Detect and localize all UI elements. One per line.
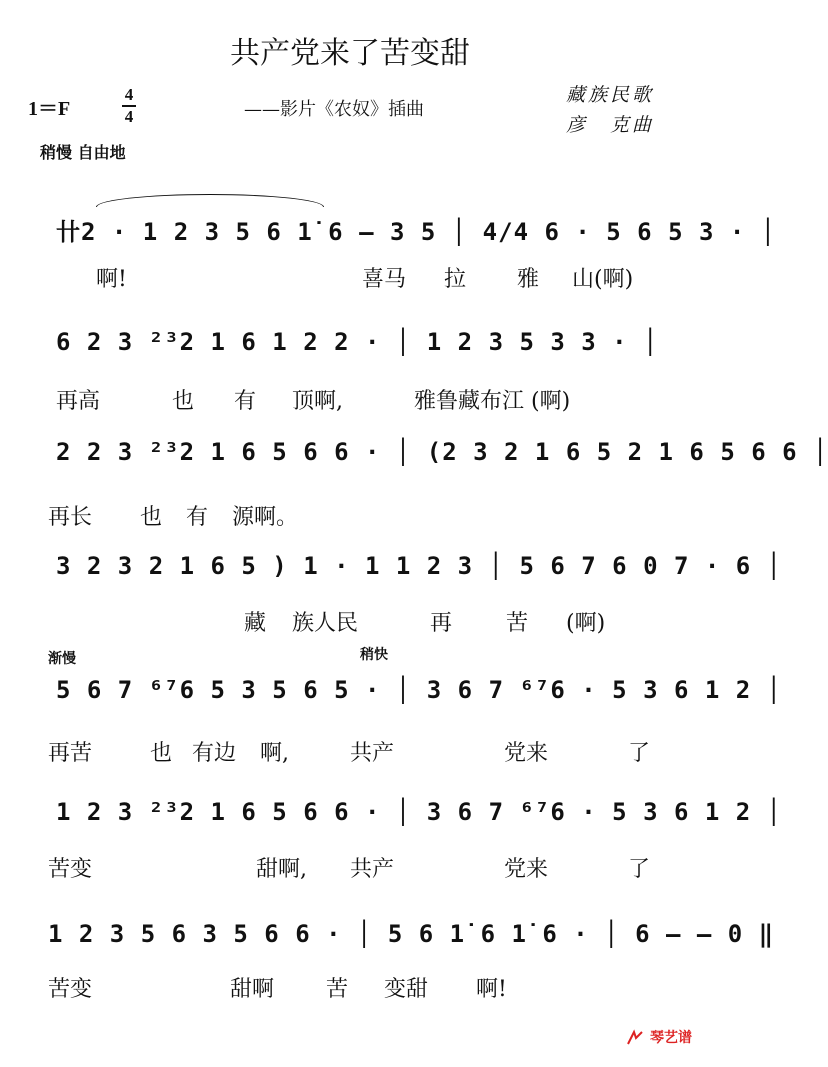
lyric-2-3: 有 bbox=[234, 389, 257, 414]
lyric-2-1: 再高 bbox=[56, 389, 101, 414]
lyric-7-1: 苦变 bbox=[48, 977, 93, 1002]
key-signature: 1＝F bbox=[28, 98, 71, 120]
tempo-mark-faster: 稍快 bbox=[360, 647, 388, 663]
lyric-6-2: 甜啊, bbox=[256, 857, 307, 882]
lyric-5-2: 也 bbox=[150, 741, 173, 766]
notation-line-4: 3 2 3 2 1 6 5 ) 1 · 1 1 2 3 │ 5 6 7 6 0 7 · 6 │ bbox=[56, 552, 783, 580]
credit-composer: 彦 克曲 bbox=[566, 114, 655, 136]
lyric-7-5: 啊! bbox=[476, 977, 507, 1002]
lyric-5-1: 再苦 bbox=[48, 741, 93, 766]
lyric-3-3: 有 bbox=[186, 505, 209, 530]
lyric-3-2: 也 bbox=[140, 505, 163, 530]
lyric-1-1: 啊! bbox=[96, 267, 127, 292]
time-signature-bottom: 4 bbox=[124, 107, 134, 126]
notation-line-7: 1 2 3 5 6 3 5 6 6 · │ 5 6 1̇ 6 1̇ 6 · │ 6 ‒ ‒ 0 ‖ bbox=[48, 920, 775, 948]
notation-line-2: 6 2 3 ²³2 1 6 1 2 2 · │ 1 2 3 5 3 3 · │ bbox=[56, 328, 659, 356]
lyric-5-6: 党来 bbox=[504, 741, 549, 766]
tempo-mark-slowing: 渐慢 bbox=[48, 651, 76, 667]
lyric-4-3: 再 bbox=[430, 611, 453, 636]
lyric-2-4: 顶啊, bbox=[292, 389, 343, 414]
credit-folk-song: 藏族民歌 bbox=[566, 84, 655, 106]
lyric-3-1: 再长 bbox=[48, 505, 93, 530]
lyric-4-2: 族人民 bbox=[292, 611, 359, 636]
lyric-2-5: 雅鲁藏布江 (啊) bbox=[414, 389, 571, 414]
lyric-7-2: 甜啊 bbox=[230, 977, 275, 1002]
lyric-5-7: 了 bbox=[628, 741, 651, 766]
lyric-5-5: 共产 bbox=[350, 741, 395, 766]
lyric-6-3: 共产 bbox=[350, 857, 395, 882]
lyric-6-1: 苦变 bbox=[48, 857, 93, 882]
lyric-4-4: 苦 bbox=[506, 611, 529, 636]
lyric-7-4: 变甜 bbox=[384, 977, 429, 1002]
subtitle: ——影片《农奴》插曲 bbox=[244, 99, 424, 120]
lyric-4-5: (啊) bbox=[566, 611, 606, 636]
lyric-6-4: 党来 bbox=[504, 857, 549, 882]
lyric-1-4: 雅 bbox=[517, 267, 540, 292]
time-signature-top: 4 bbox=[124, 85, 134, 104]
lyric-3-4: 源啊。 bbox=[232, 505, 299, 530]
lyric-6-5: 了 bbox=[628, 857, 651, 882]
piano-logo-icon bbox=[627, 1030, 645, 1046]
lyric-5-4: 啊, bbox=[260, 741, 289, 766]
lyric-2-2: 也 bbox=[172, 389, 195, 414]
watermark-text: 琴艺谱 bbox=[650, 1030, 692, 1046]
song-title: 共产党来了苦变甜 bbox=[230, 36, 470, 71]
lyric-1-3: 拉 bbox=[444, 267, 467, 292]
tempo-mark-opening: 稍慢 自由地 bbox=[40, 143, 126, 162]
watermark-logo bbox=[627, 1027, 692, 1047]
lyric-1-2: 喜马 bbox=[362, 267, 407, 292]
notation-line-3: 2 2 3 ²³2 1 6 5 6 6 · │ (2 3 2 1 6 5 2 1 6 5 6 6 │ bbox=[56, 438, 828, 466]
time-signature bbox=[122, 86, 136, 126]
notation-line-6: 1 2 3 ²³2 1 6 5 6 6 · │ 3 6 7 ⁶⁷6 · 5 3 6 1 2 │ bbox=[56, 798, 783, 826]
lyric-4-1: 藏 bbox=[244, 611, 267, 636]
lyric-1-5: 山(啊) bbox=[572, 267, 634, 292]
notation-line-5: 5 6 7 ⁶⁷6 5 3 5 6 5 · │ 3 6 7 ⁶⁷6 · 5 3 6 1 2 │ bbox=[56, 676, 783, 704]
lyric-5-3: 有边 bbox=[192, 741, 237, 766]
lyric-7-3: 苦 bbox=[326, 977, 349, 1002]
notation-line-1: 卄2 · 1 2 3 5 6 1̇ 6 ‒ 3 5 │ 4/4 6 · 5 6 5 3 · │ bbox=[56, 218, 777, 246]
